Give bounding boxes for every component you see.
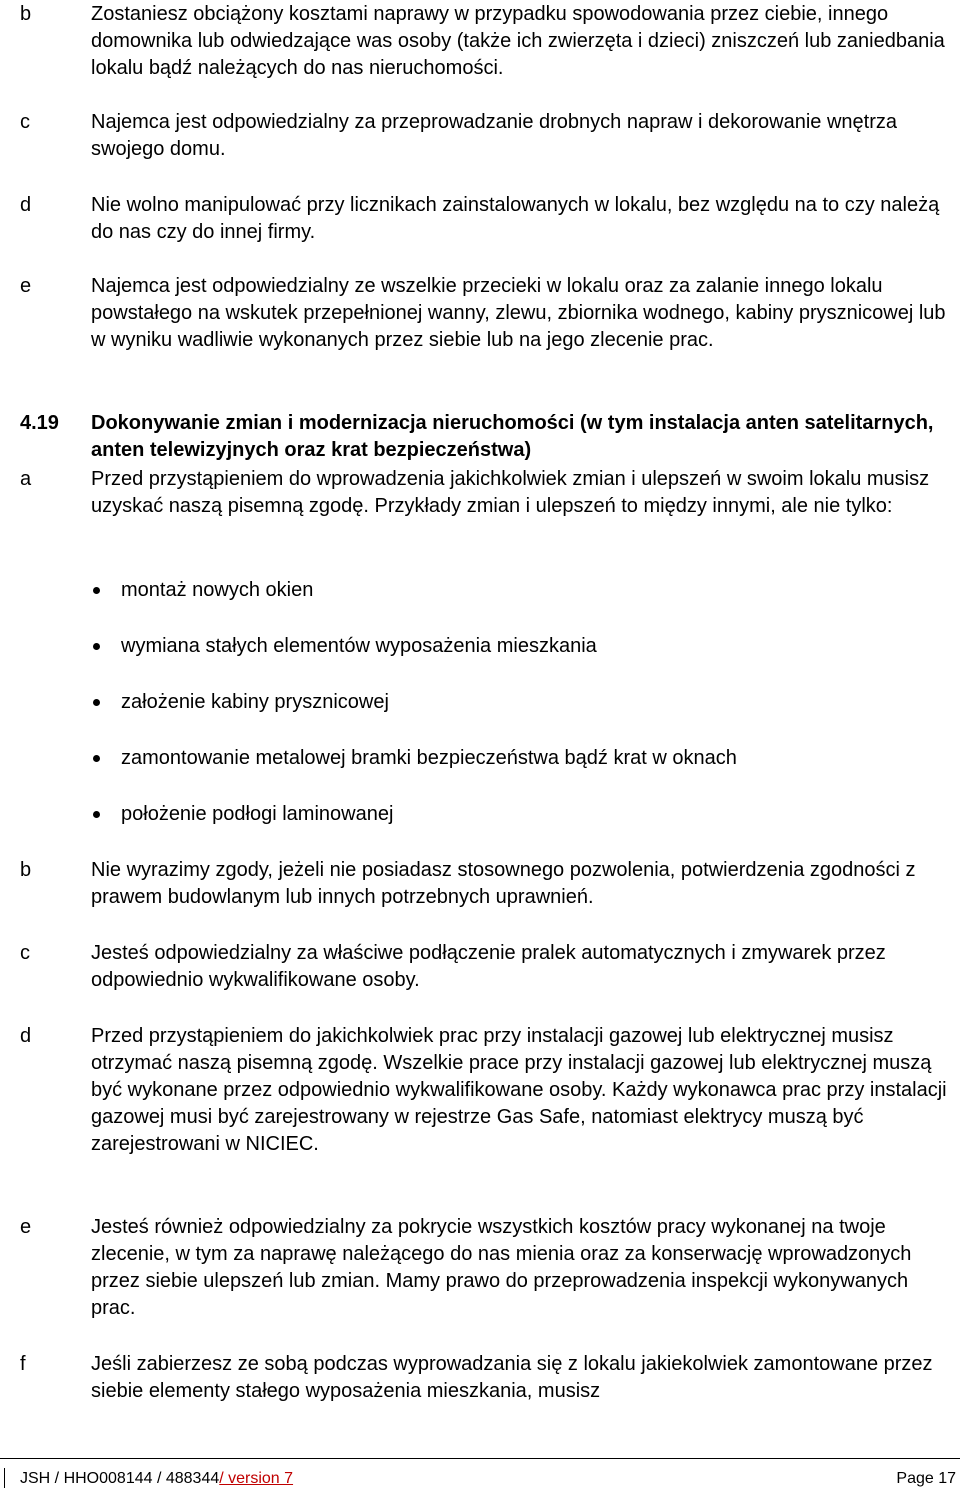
doc-ref: JSH / HHO008144 / 488344 (20, 1470, 220, 1487)
item-label: f (20, 1353, 26, 1375)
item-label: b (20, 3, 32, 25)
item-label: d (20, 194, 32, 216)
item-label: e (20, 1216, 32, 1238)
footer-rule (0, 1458, 960, 1459)
item-label: b (20, 859, 32, 881)
bullet-icon (93, 587, 100, 594)
item-label: c (20, 111, 30, 133)
bullet-icon (93, 811, 100, 818)
item-label: a (20, 468, 32, 490)
bullet-text: założenie kabiny prysznicowej (121, 691, 389, 713)
item-text: Jeśli zabierzesz ze sobą podczas wyprowadzania się z lokalu jakiekolwiek zamontowane przez siebie elementy stałego wyposażenia mieszkania, musisz (91, 1353, 933, 1402)
section-title: Dokonywanie zmian i modernizacja nieruchomości (w tym instalacja anten satelitarnych, anten telewizyjnych oraz krat bezpieczeństwa) (91, 412, 934, 461)
item-text: Jesteś odpowiedzialny za właściwe podłączenie pralek automatycznych i zmywarek przez odpowiednio wykwalifikowane osoby. (91, 942, 886, 991)
section-number: 4.19 (20, 412, 59, 434)
bullet-icon (93, 755, 100, 762)
page-number: Page 17 (896, 1470, 956, 1487)
bullet-text: położenie podłogi laminowanej (121, 803, 394, 825)
item-text: Przed przystąpieniem do jakichkolwiek prac przy instalacji gazowej lub elektrycznej musisz otrzymać naszą pisemną zgodę. Wszelkie prace przy instalacji gazowej lub elektrycznej muszą być wykonane przez odpowiednio wykwalifikowane osoby. Każdy wykonawca prac przy instalacji gazowej musi być zarejestrowany w rejestrze Gas Safe, natomiast elektrycy muszą być zarejestrowani w NICIEC. (91, 1025, 947, 1155)
bullet-text: wymiana stałych elementów wyposażenia mieszkania (121, 635, 597, 657)
item-text: Jesteś również odpowiedzialny za pokrycie wszystkich kosztów pracy wykonanej na twoje zlecenie, w tym za naprawę należącego do nas mienia oraz za konserwację wprowadzonych przez siebie ulepszeń lub zmian. Mamy prawo do przeprowadzenia inspekcji wykonywanych prac. (91, 1216, 912, 1319)
item-text: Nie wolno manipulować przy licznikach zainstalowanych w lokalu, bez względu na to czy należą do nas czy do innej firmy. (91, 194, 940, 243)
item-text: Przed przystąpieniem do wprowadzenia jakichkolwiek zmian i ulepszeń w swoim lokalu musisz uzyskać naszą pisemną zgodę. Przykłady zmian i ulepszeń to między innymi, ale nie tylko: (91, 468, 930, 517)
bullet-icon (93, 643, 100, 650)
item-label: c (20, 942, 30, 964)
item-text: Najemca jest odpowiedzialny ze wszelkie przecieki w lokalu oraz za zalanie innego lokalu powstałego na wskutek przepełnionej wanny, zlewu, zbiornika wodnego, kabiny prysznicowej lub w wyniku wadliwie wykonanych przez siebie lub na jego zlecenie prac. (91, 275, 946, 351)
item-text: Zostaniesz obciążony kosztami naprawy w przypadku spowodowania przez ciebie, innego domownika lub odwiedzające was osoby (także ich zwierzęta i dzieci) zniszczeń lub zaniedbania lokalu bądź należących do nas nieruchomości. (91, 3, 945, 79)
item-text: Najemca jest odpowiedzialny za przeprowadzanie drobnych napraw i dekorowanie wnętrza swojego domu. (91, 111, 897, 160)
item-label: e (20, 275, 32, 297)
bullet-text: zamontowanie metalowej bramki bezpieczeństwa bądź krat w oknach (121, 747, 737, 769)
item-label: d (20, 1025, 32, 1047)
item-text: Nie wyrazimy zgody, jeżeli nie posiadasz stosownego pozwolenia, potwierdzenia zgodności z prawem budowlanym lub innych potrzebnych uprawnień. (91, 859, 916, 908)
document-reference (20, 1469, 293, 1489)
change-bar (4, 1468, 5, 1488)
doc-version: / version 7 (219, 1470, 294, 1487)
bullet-icon (93, 699, 100, 706)
bullet-text: montaż nowych okien (121, 579, 314, 601)
